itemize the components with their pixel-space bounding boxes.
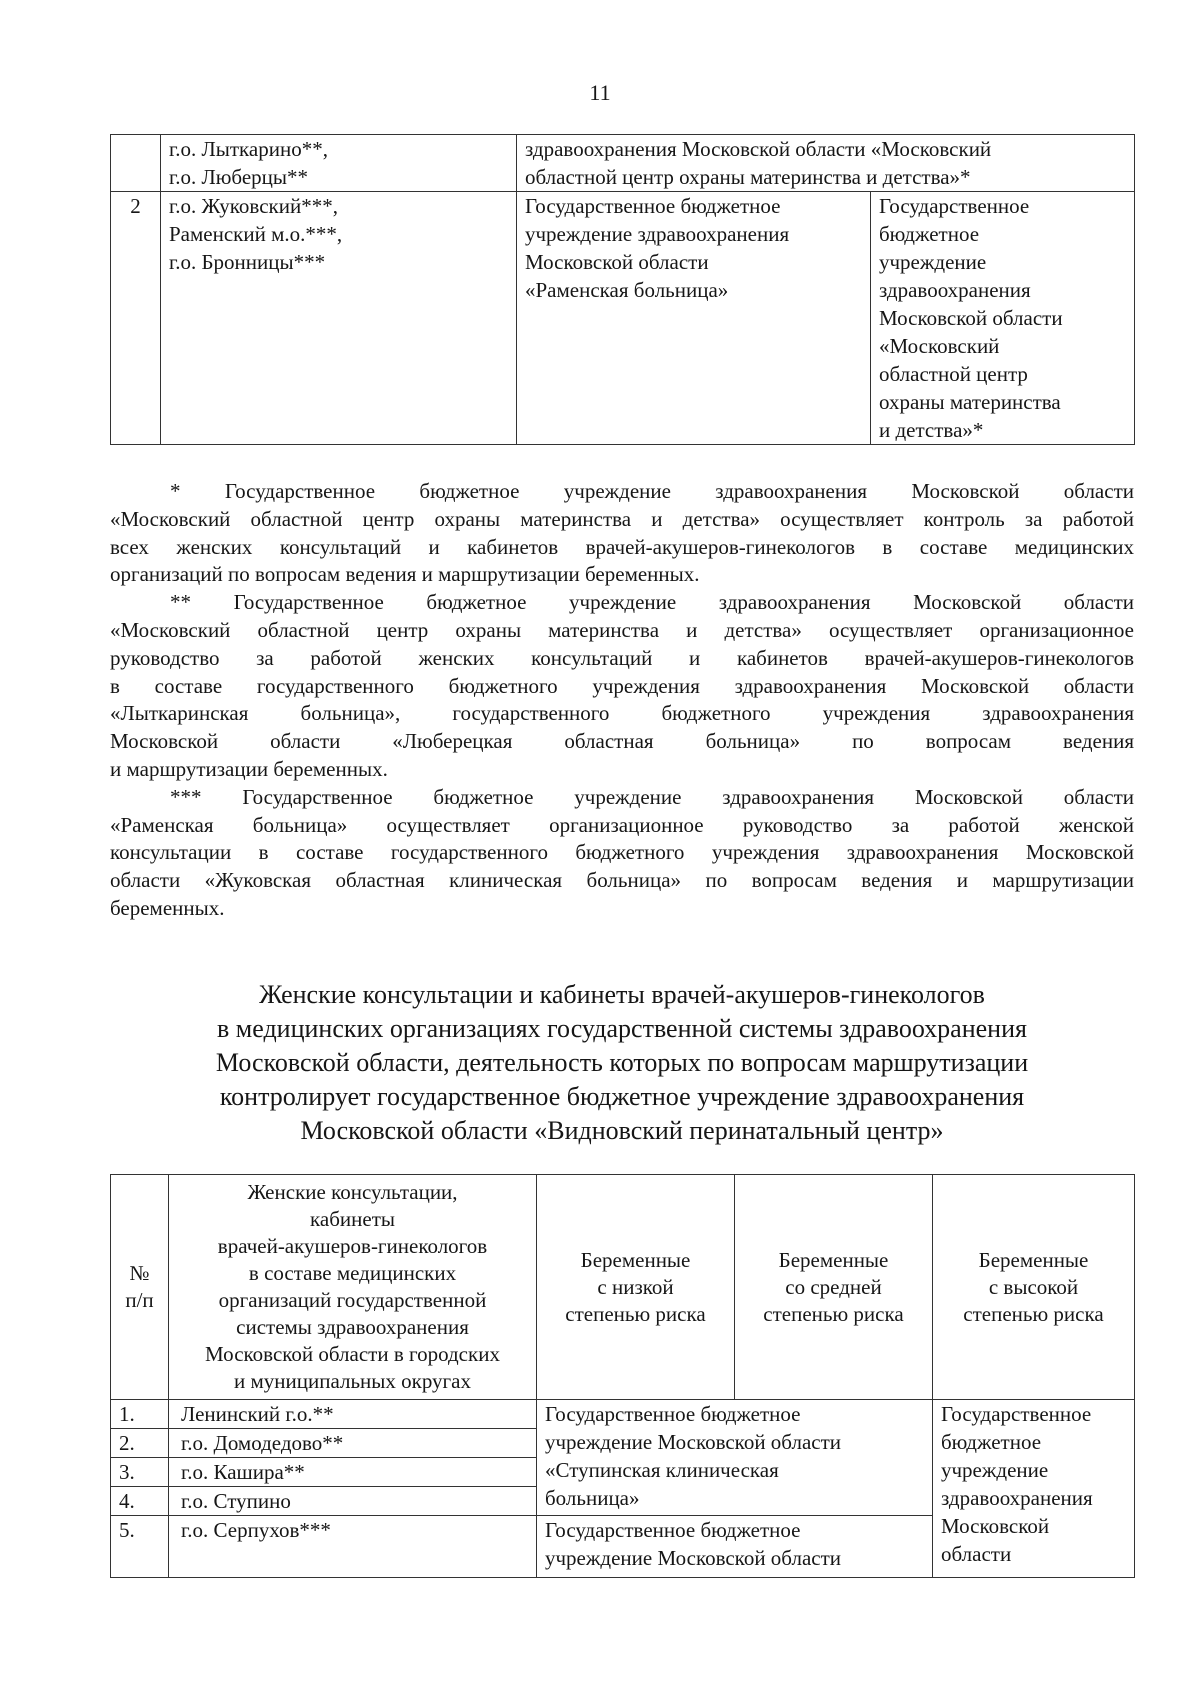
header-num: № п/п <box>111 1175 169 1400</box>
district-cell: г.о. Серпухов*** <box>169 1516 537 1578</box>
high-risk-cell: Государственное бюджетное учреждение здравоохранения Московской области «Московский областной центр охраны материнства и детства»* <box>871 192 1135 445</box>
page-number: 11 <box>589 80 611 105</box>
footnote-1: * Государственное бюджетное учреждение здравоохранения Московской области «Московский областной центр охраны материнства и детства» осуществляет контроль за работой всех женских консультаций и кабинетов врачей-акушеров-гинекологов в составе медицинских организаций по вопросам ведения и маршрутизации беременных. <box>110 479 1134 587</box>
row-number-cell: 4. <box>111 1487 169 1516</box>
footnote-3: *** Государственное бюджетное учреждение здравоохранения Московской области «Раменская больница» осуществляет организационное руководство за работой женской консультации в составе государственного бюджетного учреждения здравоохранения Московской области «Жуковская областная клиническая больница» по вопросам ведения и маршрутизации беременных. <box>110 784 1134 920</box>
header-high-risk: Беременные с высокой степенью риска <box>933 1175 1135 1400</box>
row-number-cell: 1. <box>111 1400 169 1429</box>
row-number-cell: 3. <box>111 1458 169 1487</box>
row-number-cell: 2 <box>111 192 161 445</box>
header-low-risk: Беременные с низкой степенью риска <box>537 1175 735 1400</box>
row-number-cell: 2. <box>111 1429 169 1458</box>
footnote-2: ** Государственное бюджетное учреждение здравоохранения Московской области «Московский областной центр охраны материнства и детства» осуществляет организационное руководство за работой женских консультаций и кабинетов врачей-акушеров-гинекологов в составе государственного бюджетного учреждения здравоохранения Московской области «Лыткаринская больница», государственного бюджетного учреждения здравоохранения Московской области «Люберецкая областная больница» по вопросам ведения и маршрутизации беременных. <box>110 590 1134 781</box>
merged-org-cell: здравоохранения Московской области «Московский областной центр охраны материнства и детства»* <box>517 135 1135 192</box>
section-heading: Женские консультации и кабинеты врачей-акушеров-гинекологов в медицинских организациях государственной системы здравоохранения Московской области, деятельность которых по вопросам маршрутизации контролирует государственное бюджетное учреждение здравоохранения Московской области «Видновский перинатальный центр» <box>215 980 1029 1145</box>
district-cell: г.о. Кашира** <box>169 1458 537 1487</box>
header-medium-risk: Беременные со средней степенью риска <box>735 1175 933 1400</box>
routing-table-continued <box>110 134 1135 445</box>
table-row <box>111 192 1135 445</box>
header-districts: Женские консультации, кабинеты врачей-акушеров-гинекологов в составе медицинских организаций государственной системы здравоохранения Московской области в городских и муниципальных округах <box>169 1175 537 1400</box>
table-row <box>111 1400 1135 1429</box>
table-row <box>111 135 1135 192</box>
low-medium-org-cell-1: Государственное бюджетное учреждение Московской области «Ступинская клиническая больница» <box>537 1400 933 1516</box>
low-medium-org-cell-2: Государственное бюджетное учреждение Московской области <box>537 1516 933 1578</box>
row-number-cell: 5. <box>111 1516 169 1578</box>
low-medium-risk-cell: Государственное бюджетное учреждение здравоохранения Московской области «Раменская больница» <box>517 192 871 445</box>
districts-cell: г.о. Лыткарино**, г.о. Люберцы** <box>161 135 517 192</box>
district-cell: г.о. Домодедово** <box>169 1429 537 1458</box>
table-header-row <box>111 1175 1135 1400</box>
footnotes <box>110 478 1134 923</box>
districts-cell: г.о. Жуковский***, Раменский м.о.***, г.о. Бронницы*** <box>161 192 517 445</box>
row-number-cell <box>111 135 161 192</box>
high-risk-org-cell: Государственное бюджетное учреждение здравоохранения Московской области <box>933 1400 1135 1578</box>
routing-table-vidnoe <box>110 1174 1135 1578</box>
district-cell: Ленинский г.о.** <box>169 1400 537 1429</box>
district-cell: г.о. Ступино <box>169 1487 537 1516</box>
